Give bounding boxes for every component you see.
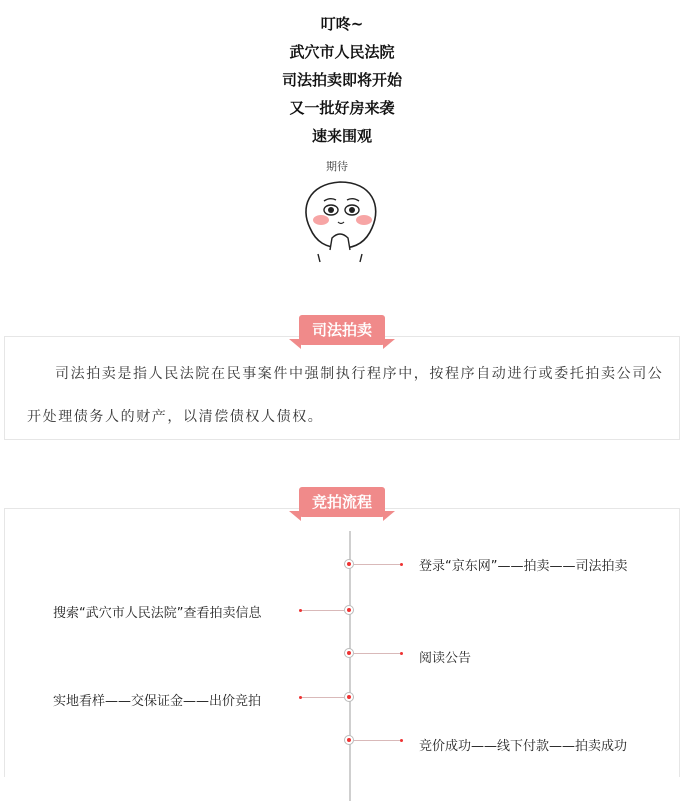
timeline-node bbox=[344, 648, 354, 658]
timeline-node bbox=[344, 559, 354, 569]
definition-tag bbox=[299, 315, 385, 345]
process-step: 阅读公告 bbox=[419, 651, 472, 666]
process-step: 搜索“武穴市人民法院”查看拍卖信息 bbox=[53, 606, 262, 621]
intro-line: 速来围观 bbox=[311, 127, 372, 145]
sticker-caption: 期待 bbox=[326, 160, 348, 173]
timeline-node bbox=[344, 735, 354, 745]
timeline-line bbox=[349, 531, 351, 801]
process-step: 竞价成功——线下付款——拍卖成功 bbox=[419, 739, 628, 754]
intro-line: 武穴市人民法院 bbox=[289, 43, 395, 61]
intro-line: 叮咚~ bbox=[320, 15, 364, 33]
intro-block bbox=[0, 10, 684, 150]
process-step: 登录“京东网”——拍卖——司法拍卖 bbox=[419, 559, 628, 574]
definition-tag-label: 司法拍卖 bbox=[311, 321, 372, 339]
cartoon-face-icon bbox=[296, 158, 386, 266]
process-tag bbox=[299, 487, 385, 517]
process-tag-label: 竞拍流程 bbox=[311, 493, 372, 511]
process-section bbox=[4, 508, 680, 777]
definition-text: 司法拍卖是指人民法院在民事案件中强制执行程序中，按程序自动进行或委托拍卖公司公开处理债务人的财产，以清偿债权人债权。 bbox=[27, 366, 664, 425]
expecting-face-sticker bbox=[296, 158, 386, 266]
process-step: 实地看样——交保证金——出价竞拍 bbox=[53, 694, 262, 709]
intro-line: 又一批好房来袭 bbox=[289, 99, 395, 117]
timeline-node bbox=[344, 605, 354, 615]
intro-line: 司法拍卖即将开始 bbox=[281, 71, 402, 89]
definition-section bbox=[4, 336, 680, 440]
timeline-node bbox=[344, 692, 354, 702]
